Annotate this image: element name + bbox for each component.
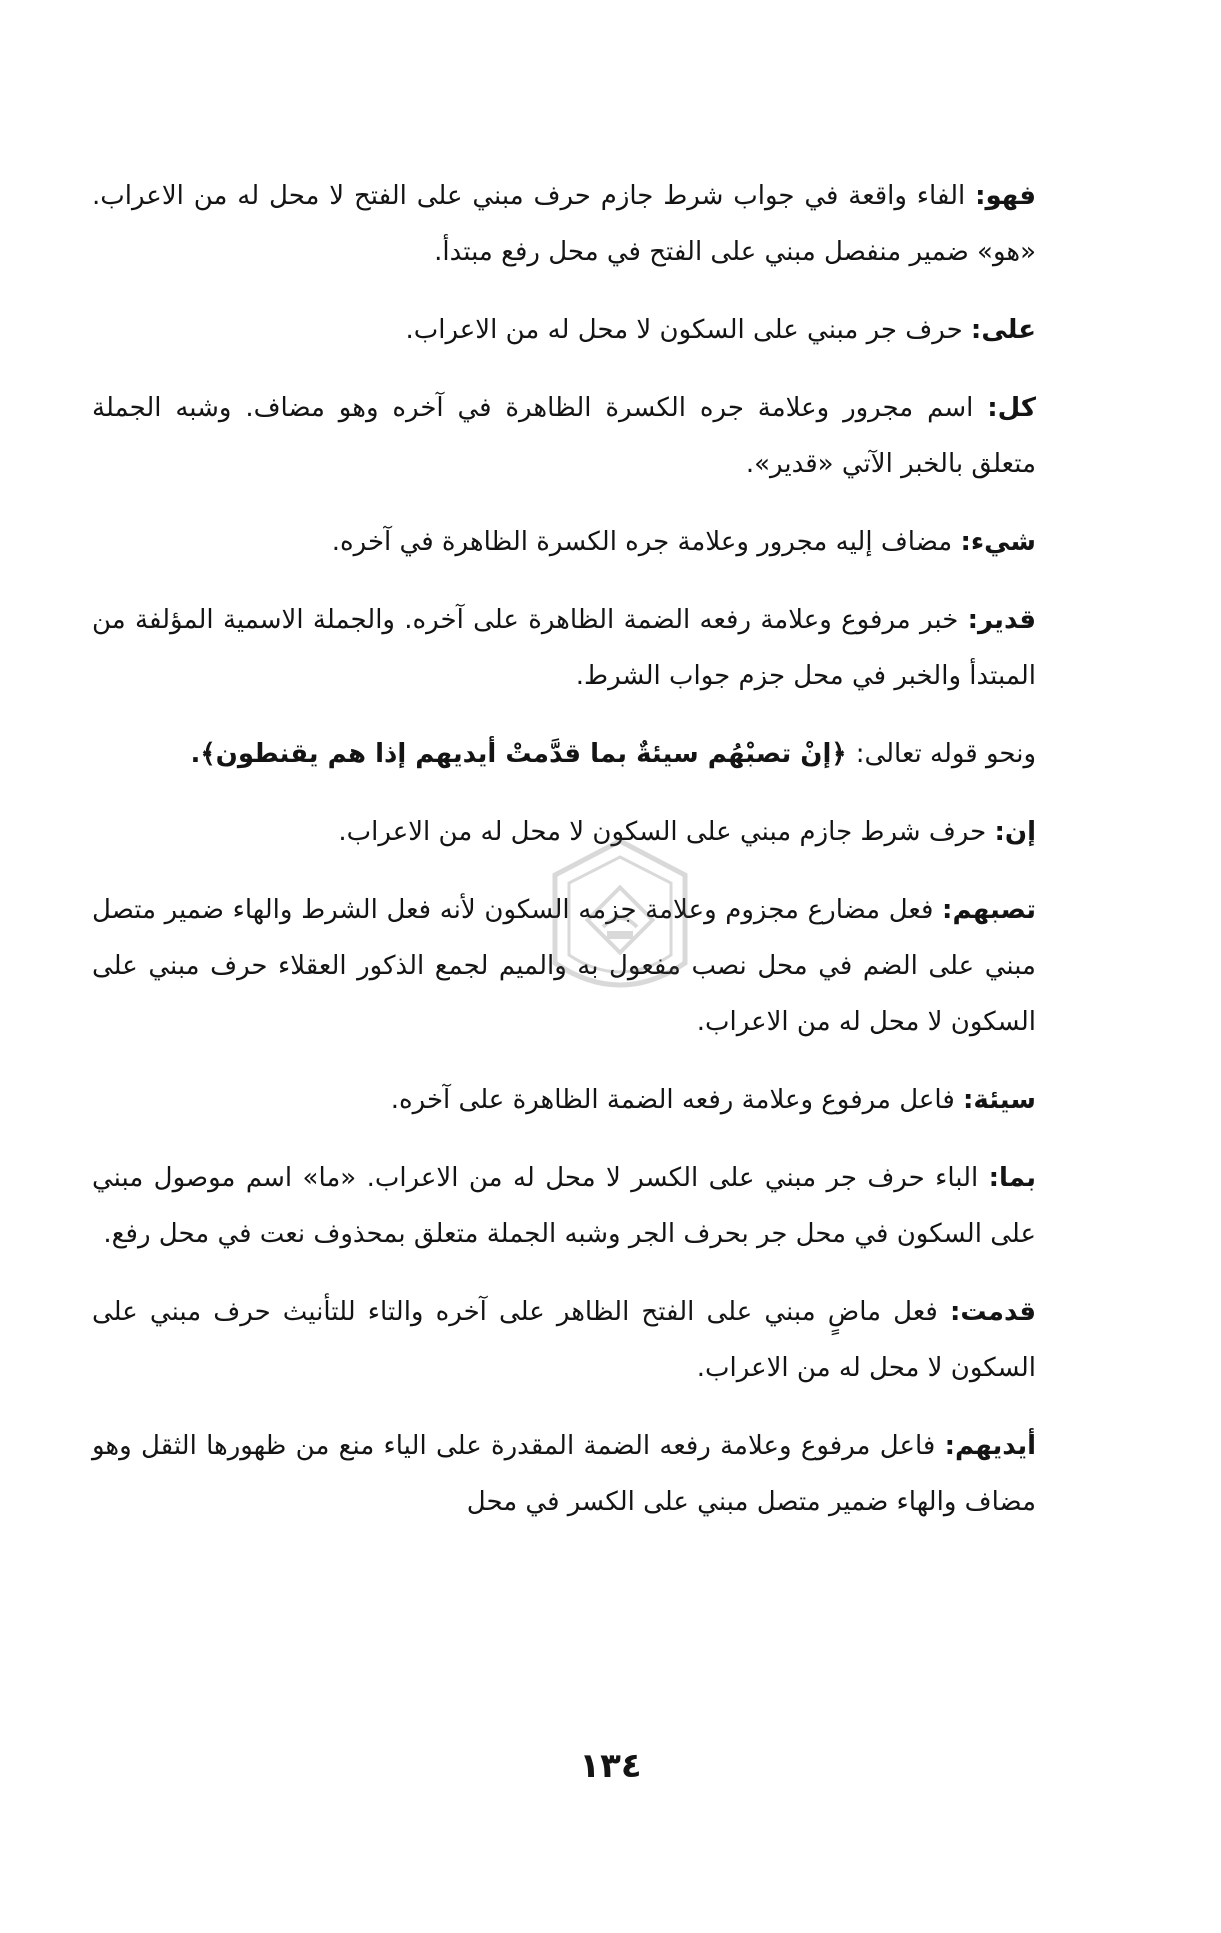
paragraph-ala [92,302,1036,358]
paragraph-text: مضاف إليه مجرور وعلامة جره الكسرة الظاهرة في آخره. [331,527,961,557]
paragraph-text: خبر مرفوع وعلامة رفعه الضمة الظاهرة على آخره. والجملة الاسمية المؤلفة من المبتدأ والخبر في محل جزم جواب الشرط. [92,605,1036,691]
paragraph-term: ونحو قوله تعالى: [855,739,1036,769]
paragraph-text: الباء حرف جر مبني على الكسر لا محل له من الاعراب. «ما» اسم موصول مبني على السكون في محل جر بحرف الجر وشبه الجملة متعلق بمحذوف نعت في محل رفع. [92,1163,1036,1249]
paragraph-term: كل: [987,393,1036,423]
paragraph-sayyiah [92,1072,1036,1128]
paragraph-term: شيء: [960,527,1036,557]
paragraph-text: فاعل مرفوع وعلامة رفعه الضمة المقدرة على الياء منع من ظهورها الثقل وهو مضاف والهاء ضمير متصل مبني على الكسر في محل [92,1431,1036,1517]
paragraph-term: فهو: [975,181,1036,211]
paragraph-text: الفاء واقعة في جواب شرط جازم حرف مبني على الفتح لا محل له من الاعراب. «هو» ضمير منفصل مبني على الفتح في محل رفع مبتدأ. [92,181,1036,267]
paragraph-aydihim [92,1418,1036,1530]
page-number: ١٣٤ [579,1746,642,1786]
paragraph-term: على: [970,315,1036,345]
paragraph-text: حرف شرط جازم مبني على السكون لا محل له من الاعراب. [338,817,995,847]
paragraph-qaddamat [92,1284,1036,1396]
paragraph-term: قدير: [967,605,1036,635]
paragraph-term: سيئة: [963,1085,1036,1115]
paragraph-shay [92,514,1036,570]
quran-verse: ﴿إنْ تصبْهُم سيئةٌ بما قدَّمتْ أيديهم إذا هم يقنطون﴾. [190,739,856,769]
paragraph-fahuwa [92,168,1036,280]
paragraph-term: قدمت: [949,1297,1036,1327]
paragraph-text: فاعل مرفوع وعلامة رفعه الضمة الظاهرة على آخره. [390,1085,964,1115]
paragraph-text: فعل ماضٍ مبني على الفتح الظاهر على آخره والتاء للتأنيث حرف مبني على السكون لا محل له من الاعراب. [92,1297,1036,1383]
paragraph-term: بما: [988,1163,1036,1193]
paragraph-bima [92,1150,1036,1262]
paragraph-term: تصبهم: [942,895,1036,925]
paragraph-text: اسم مجرور وعلامة جره الكسرة الظاهرة في آخره وهو مضاف. وشبه الجملة متعلق بالخبر الآتي «قدير». [92,393,1036,479]
paragraph-quran-verse [92,726,1036,782]
paragraph-text: حرف جر مبني على السكون لا محل له من الاعراب. [405,315,971,345]
paragraph-kull [92,380,1036,492]
seal-watermark-icon [545,835,695,1010]
paragraph-text: فعل مضارع مجزوم وعلامة جزمه السكون لأنه فعل الشرط والهاء ضمير متصل مبني على الضم في محل نصب مفعول به والميم لجمع الذكور العقلاء حرف مبني على السكون لا محل له من الاعراب. [92,895,1036,1037]
paragraph-term: أيديهم: [944,1431,1036,1461]
paragraph-qadir [92,592,1036,704]
paragraph-term: إن: [994,817,1036,847]
